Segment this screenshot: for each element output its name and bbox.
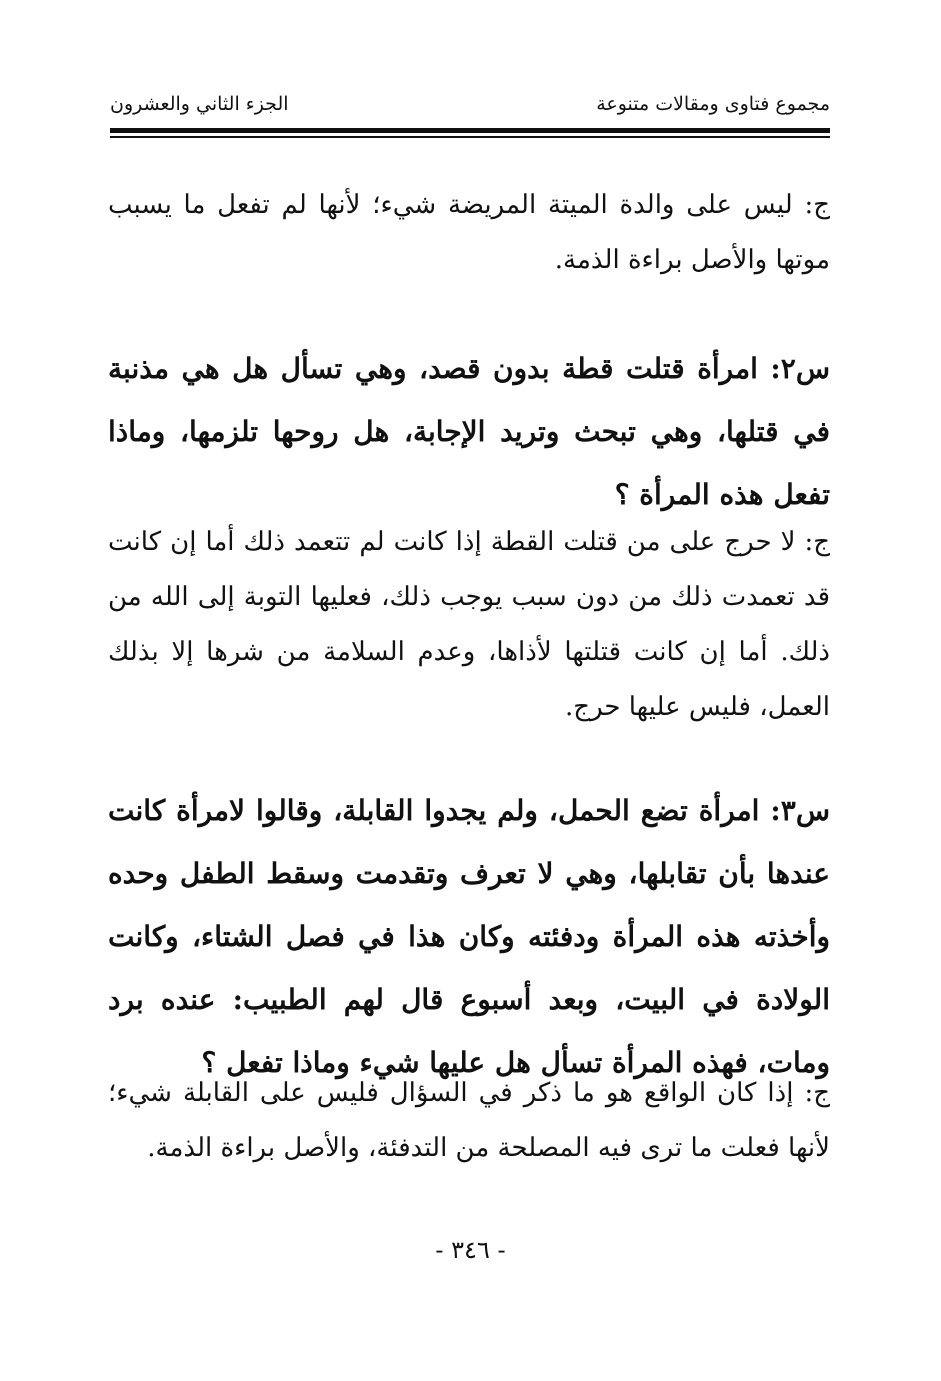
answer-3-text: ج: إذا كان الواقع هو ما ذكر في السؤال فليس على القابلة شيء؛ لأنها فعلت ما ترى فيه المصلحة من التدفئة، والأصل براءة الذمة. [108,1078,830,1163]
header-rule-thin [110,136,830,138]
answer-1-text: ج: ليس على والدة الميتة المريضة شيء؛ لأنها لم تفعل ما يسبب موتها والأصل براءة الذمة. [108,190,830,275]
volume-label: الجزء الثاني والعشرون [110,93,289,115]
page-number: - ٣٤٦ - [435,1236,506,1264]
answer-3 [108,1066,882,1176]
answer-1 [108,178,882,288]
book-title: مجموع فتاوى ومقالات متنوعة [596,93,830,115]
header-rule-thick [110,128,830,133]
question-3 [108,779,882,1094]
running-header [110,88,830,120]
question-3-text: س٣: امرأة تضع الحمل، ولم يجدوا القابلة، وقالوا لامرأة كانت عندها بأن تقابلها، وهي لا تعرف وتقدمت وسقط الطفل وحده وأخذته هذه المرأة ودفئته وكان هذا في فصل الشتاء، وكانت الولادة في البيت، وبعد أسبوع قال لهم الطبيب: عنده برد ومات، فهذه المرأة تسأل هل عليها شيء وماذا تفعل ؟ [108,794,830,1079]
question-2-text: س٢: امرأة قتلت قطة بدون قصد، وهي تسأل هل هي مذنبة في قتلها، وهي تبحث وتريد الإجابة، هل روحها تلزمها، وماذا تفعل هذه المرأة ؟ [108,352,830,511]
answer-2 [108,515,882,735]
question-2 [108,337,882,526]
answer-2-text: ج: لا حرج على من قتلت القطة إذا كانت لم تتعمد ذلك أما إن كانت قد تعمدت ذلك من دون سبب يوجب ذلك، فعليها التوبة إلى الله من ذلك. أما إن كانت قتلتها لأذاها، وعدم السلامة من شرها إلا بذلك العمل، فليس عليها حرج. [108,527,830,722]
